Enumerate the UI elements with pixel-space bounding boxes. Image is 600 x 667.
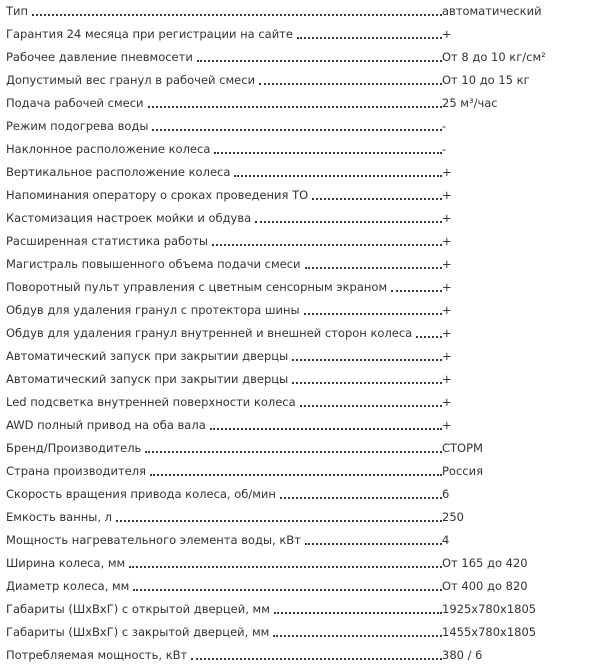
spec-row	[6, 92, 596, 115]
spec-label: Led подсветка внутренней поверхности колеса	[6, 395, 300, 410]
spec-row	[6, 552, 596, 575]
spec-row	[6, 460, 596, 483]
spec-value: 380 / 6	[442, 648, 483, 662]
spec-row	[6, 322, 596, 345]
dot-leader	[273, 635, 442, 637]
spec-value: +	[442, 234, 452, 248]
spec-row	[6, 506, 596, 529]
spec-row	[6, 575, 596, 598]
spec-label: Габариты (ШхВхГ) с открытой дверцей, мм	[6, 602, 274, 617]
spec-value: 4	[442, 533, 450, 547]
spec-value: +	[442, 27, 452, 41]
dot-leader	[145, 451, 442, 453]
dot-leader	[212, 244, 442, 246]
spec-label: Скорость вращения привода колеса, об/мин	[6, 487, 280, 502]
spec-value: +	[442, 326, 452, 340]
spec-label: Страна производителя	[6, 464, 150, 479]
dot-leader	[259, 83, 442, 85]
dot-leader	[300, 405, 442, 407]
spec-row	[6, 23, 596, 46]
spec-label: Емкость ванны, л	[6, 510, 116, 525]
spec-value: 1455x780x1805	[442, 625, 537, 639]
spec-value: От 165 до 420	[442, 556, 528, 570]
spec-value: 1925x780x1805	[442, 602, 537, 616]
spec-label: Допустимый вес гранул в рабочей смеси	[6, 73, 259, 88]
spec-label: Обдув для удаления гранул внутренней и внешней сторон колеса	[6, 326, 416, 341]
spec-label: Автоматический запуск при закрытии дверцы	[6, 349, 292, 364]
spec-label: Магистраль повышенного объема подачи смеси	[6, 257, 305, 272]
spec-label: Напоминания оператору о сроках проведения ТО	[6, 188, 312, 203]
dot-leader	[416, 336, 442, 338]
spec-value: автоматический	[442, 4, 542, 18]
dot-leader	[292, 382, 442, 384]
spec-row	[6, 368, 596, 391]
dot-leader	[234, 175, 442, 177]
spec-value: +	[442, 418, 452, 432]
dot-leader	[210, 428, 442, 430]
spec-row	[6, 138, 596, 161]
spec-label: Подача рабочей смеси	[6, 96, 148, 111]
spec-row	[6, 184, 596, 207]
dot-leader	[274, 612, 442, 614]
spec-label: Расширенная статистика работы	[6, 234, 212, 249]
dot-leader	[391, 290, 442, 292]
spec-label: Автоматический запуск при закрытии дверцы	[6, 372, 292, 387]
spec-row	[6, 253, 596, 276]
spec-value: +	[442, 165, 452, 179]
spec-label: Наклонное расположение колеса	[6, 142, 214, 157]
spec-label: Бренд/Производитель	[6, 441, 145, 456]
spec-label: Рабочее давление пневмосети	[6, 50, 197, 65]
dot-leader	[292, 359, 442, 361]
dot-leader	[297, 37, 442, 39]
dot-leader	[133, 589, 442, 591]
spec-value: От 8 до 10 кг/см²	[442, 50, 546, 64]
spec-label: Мощность нагревательного элемента воды, кВт	[6, 533, 305, 548]
dot-leader	[152, 129, 442, 131]
dot-leader	[304, 313, 442, 315]
spec-label: Кастомизация настроек мойки и обдува	[6, 211, 255, 226]
spec-value: Россия	[442, 464, 484, 478]
spec-value: 250	[442, 510, 464, 524]
dot-leader	[280, 497, 442, 499]
spec-row	[6, 621, 596, 644]
spec-value: -	[442, 142, 447, 156]
spec-value: От 10 до 15 кг	[442, 73, 530, 87]
spec-row	[6, 529, 596, 552]
spec-label: Потребляемая мощность, кВт	[6, 648, 191, 663]
spec-row	[6, 483, 596, 506]
spec-list	[6, 0, 596, 667]
spec-row	[6, 391, 596, 414]
spec-value: СТОРМ	[442, 441, 483, 455]
spec-row	[6, 644, 596, 667]
spec-value: +	[442, 303, 452, 317]
spec-value: -	[442, 119, 447, 133]
dot-leader	[116, 520, 442, 522]
spec-label: Тип	[6, 4, 32, 19]
dot-leader	[150, 474, 442, 476]
spec-label: Ширина колеса, мм	[6, 556, 129, 571]
dot-leader	[148, 106, 442, 108]
spec-value: 25 м³/час	[442, 96, 498, 110]
spec-value: +	[442, 349, 452, 363]
spec-label: Диаметр колеса, мм	[6, 579, 133, 594]
spec-value: +	[442, 188, 452, 202]
spec-label: Гарантия 24 месяца при регистрации на сайте	[6, 27, 297, 42]
dot-leader	[305, 543, 442, 545]
spec-row	[6, 276, 596, 299]
spec-row	[6, 414, 596, 437]
spec-row	[6, 345, 596, 368]
dot-leader	[305, 267, 442, 269]
dot-leader	[255, 221, 442, 223]
spec-row	[6, 69, 596, 92]
spec-value: +	[442, 395, 452, 409]
spec-row	[6, 161, 596, 184]
spec-value: От 400 до 820	[442, 579, 528, 593]
spec-row	[6, 46, 596, 69]
spec-label: Габариты (ШхВхГ) с закрытой дверцей, мм	[6, 625, 273, 640]
spec-row	[6, 207, 596, 230]
spec-value: +	[442, 372, 452, 386]
dot-leader	[191, 658, 442, 660]
spec-value: +	[442, 280, 452, 294]
spec-value: +	[442, 211, 452, 225]
spec-value: +	[442, 257, 452, 271]
spec-row	[6, 0, 596, 23]
spec-label: Режим подогрева воды	[6, 119, 152, 134]
spec-row	[6, 598, 596, 621]
spec-row	[6, 437, 596, 460]
spec-row	[6, 115, 596, 138]
spec-row	[6, 299, 596, 322]
spec-value: 6	[442, 487, 450, 501]
spec-label: Вертикальное расположение колеса	[6, 165, 234, 180]
dot-leader	[32, 14, 442, 16]
spec-label: AWD полный привод на оба вала	[6, 418, 210, 433]
spec-row	[6, 230, 596, 253]
spec-label: Поворотный пульт управления с цветным сенсорным экраном	[6, 280, 391, 295]
dot-leader	[129, 566, 442, 568]
dot-leader	[312, 198, 442, 200]
dot-leader	[197, 60, 442, 62]
dot-leader	[214, 152, 442, 154]
spec-label: Обдув для удаления гранул с протектора шины	[6, 303, 304, 318]
